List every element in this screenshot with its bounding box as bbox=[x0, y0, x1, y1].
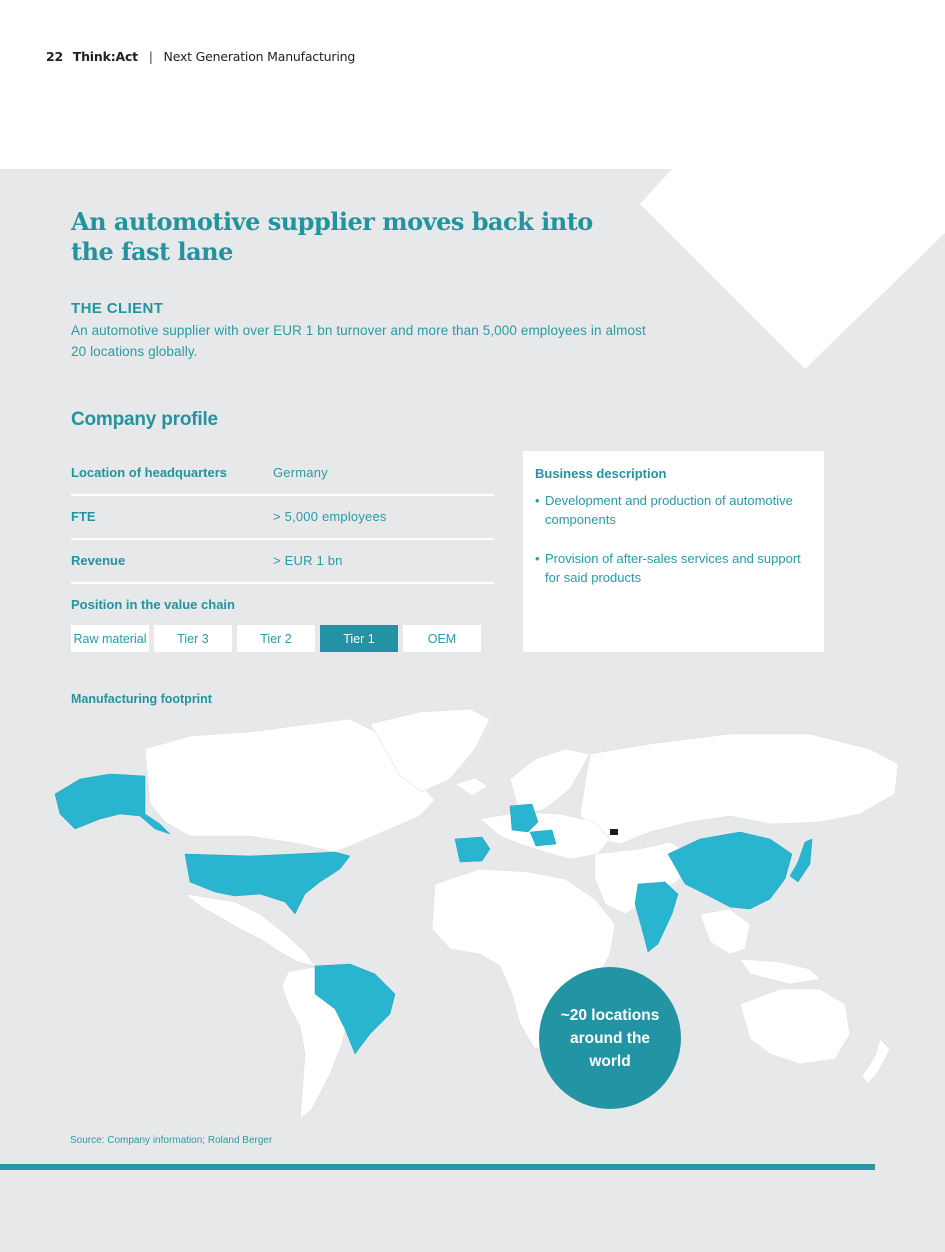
business-item-text: Provision of after-sales services and support for said products bbox=[545, 551, 801, 585]
value-chain-tier-3: Tier 3 bbox=[154, 625, 232, 652]
running-head bbox=[46, 49, 355, 64]
section-name: Next Generation Manufacturing bbox=[163, 49, 356, 64]
client-heading: THE CLIENT bbox=[71, 300, 164, 317]
profile-label: Location of headquarters bbox=[71, 465, 228, 480]
bullet: • bbox=[535, 493, 540, 508]
value-chain-oem: OEM bbox=[403, 625, 481, 652]
business-item-text: Development and production of automotive components bbox=[545, 493, 793, 527]
profile-label: Revenue bbox=[71, 553, 126, 568]
value-chain-steps bbox=[71, 625, 481, 652]
bullet: • bbox=[535, 551, 540, 566]
value-chain-tier-2: Tier 2 bbox=[237, 625, 315, 652]
business-item bbox=[535, 549, 812, 587]
profile-value: > EUR 1 bn bbox=[273, 553, 343, 568]
profile-value: Germany bbox=[273, 465, 328, 480]
locations-bubble: ~20 locations around the world bbox=[539, 967, 681, 1109]
profile-row-fte bbox=[71, 496, 494, 540]
profile-row-revenue bbox=[71, 540, 494, 584]
value-chain-raw-material: Raw material bbox=[71, 625, 149, 652]
case-study-panel bbox=[0, 169, 945, 1252]
profile-label: FTE bbox=[71, 509, 96, 524]
profile-value: > 5,000 employees bbox=[273, 509, 387, 524]
business-item bbox=[535, 491, 812, 529]
client-description: An automotive supplier with over EUR 1 bn turnover and more than 5,000 employees in almost 20 locations globally. bbox=[71, 323, 646, 359]
page-number: 22 bbox=[46, 49, 63, 64]
manufacturing-footprint-heading: Manufacturing footprint bbox=[71, 692, 212, 706]
profile-row-headquarters bbox=[71, 452, 494, 496]
bottom-rule bbox=[0, 1164, 875, 1170]
head-separator: | bbox=[148, 49, 153, 64]
value-chain-tier-1: Tier 1 bbox=[320, 625, 398, 652]
world-map bbox=[50, 704, 900, 1129]
company-profile-heading: Company profile bbox=[71, 409, 218, 430]
source-note: Source: Company information; Roland Berger bbox=[70, 1135, 273, 1146]
value-chain-heading: Position in the value chain bbox=[71, 597, 235, 612]
brand-name: Think:Act bbox=[72, 49, 138, 64]
business-description-box bbox=[523, 451, 824, 652]
map-marker bbox=[610, 829, 618, 835]
business-description-heading: Business description bbox=[535, 466, 667, 481]
page-title: An automotive supplier moves back into the fast lane bbox=[71, 207, 593, 266]
world-map-land bbox=[145, 709, 898, 1119]
